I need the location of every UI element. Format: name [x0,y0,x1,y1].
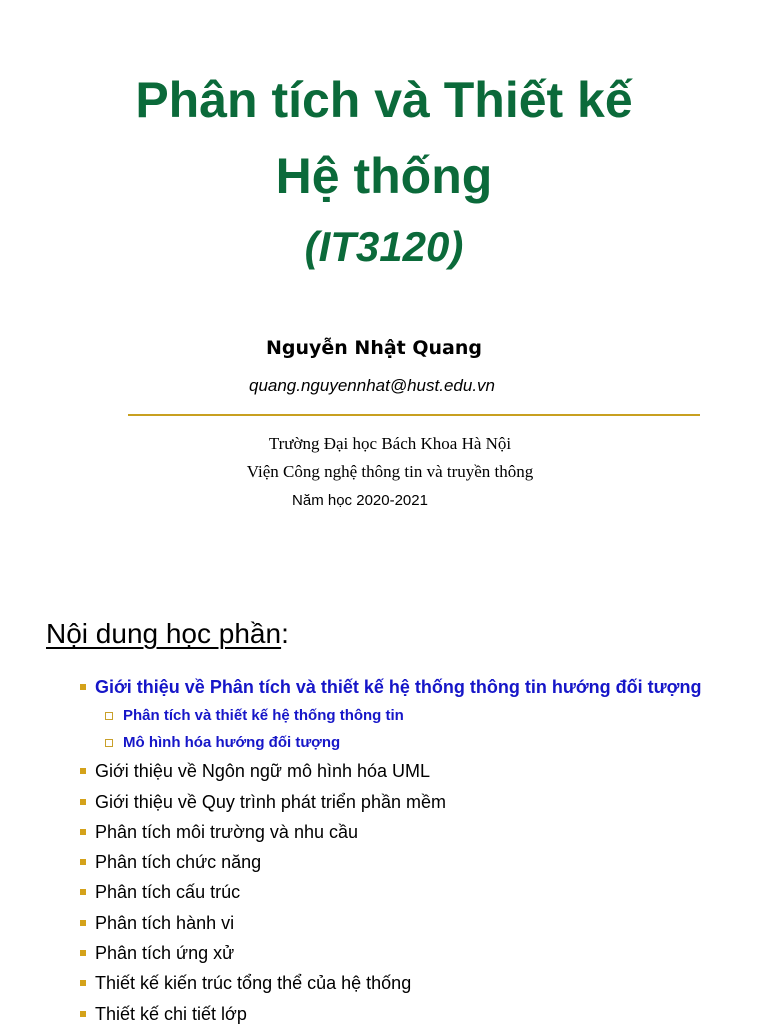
square-bullet-icon [80,799,86,805]
list-item [80,877,760,907]
sub-list-item [80,702,760,729]
list-item-label: Phân tích chức năng [95,852,262,873]
contents-heading-text: Nội dung học phần [46,618,282,649]
list-item [80,756,760,786]
square-bullet-icon [80,768,86,774]
list-item-label: Thiết kế kiến trúc tổng thể của hệ thống [95,973,412,994]
list-item-label: Giới thiệu về Quy trình phát triển phần mềm [95,791,446,812]
sub-list-item-label: Mô hình hóa hướng đối tượng [123,734,341,752]
list-item [80,672,760,702]
square-bullet-icon [80,980,86,986]
author-email: quang.nguyennhat@hust.edu.vn [248,376,495,395]
list-item-label: Phân tích hành vi [95,912,235,933]
course-code: (IT3120) [304,223,464,270]
contents-heading-colon: : [281,618,289,649]
list-item [80,999,760,1029]
square-bullet-icon [80,920,86,926]
square-bullet-icon [80,889,86,895]
square-bullet-icon [80,1011,86,1017]
divider [128,414,700,416]
institute-name: Viện Công nghệ thông tin và truyền thông [246,462,534,481]
square-bullet-icon [80,859,86,865]
list-item-label: Phân tích cấu trúc [95,882,241,903]
list-item [80,787,760,817]
hollow-square-bullet-icon [105,712,113,720]
hollow-square-bullet-icon [105,739,113,747]
list-item-label: Thiết kế chi tiết lớp [95,1003,247,1024]
title-line-1: Phân tích và Thiết kế [135,72,633,128]
list-item-label: Giới thiệu về Phân tích và thiết kế hệ thống thông tin hướng đối tượng [95,677,702,697]
sub-list-item-label: Phân tích và thiết kế hệ thống thông tin [123,707,404,725]
author-name: Nguyễn Nhật Quang [265,337,482,359]
contents-heading [46,618,289,650]
list-item-label: Phân tích ứng xử [95,943,235,964]
square-bullet-icon [80,950,86,956]
list-item-label: Phân tích môi trường và nhu cầu [95,821,358,842]
list-item [80,847,760,877]
school-name: Trường Đại học Bách Khoa Hà Nội [268,434,512,453]
square-bullet-icon [80,829,86,835]
list-item [80,968,760,998]
list-item-label: Giới thiệu về Ngôn ngữ mô hình hóa UML [95,761,431,782]
contents-list [80,672,760,1029]
list-item [80,817,760,847]
list-item [80,908,760,938]
academic-year: Năm học 2020-2021 [292,492,428,509]
title-line-2: Hệ thống [275,148,493,204]
sub-list-item [80,729,760,756]
square-bullet-icon [80,684,86,690]
title-block [0,62,768,276]
list-item [80,938,760,968]
